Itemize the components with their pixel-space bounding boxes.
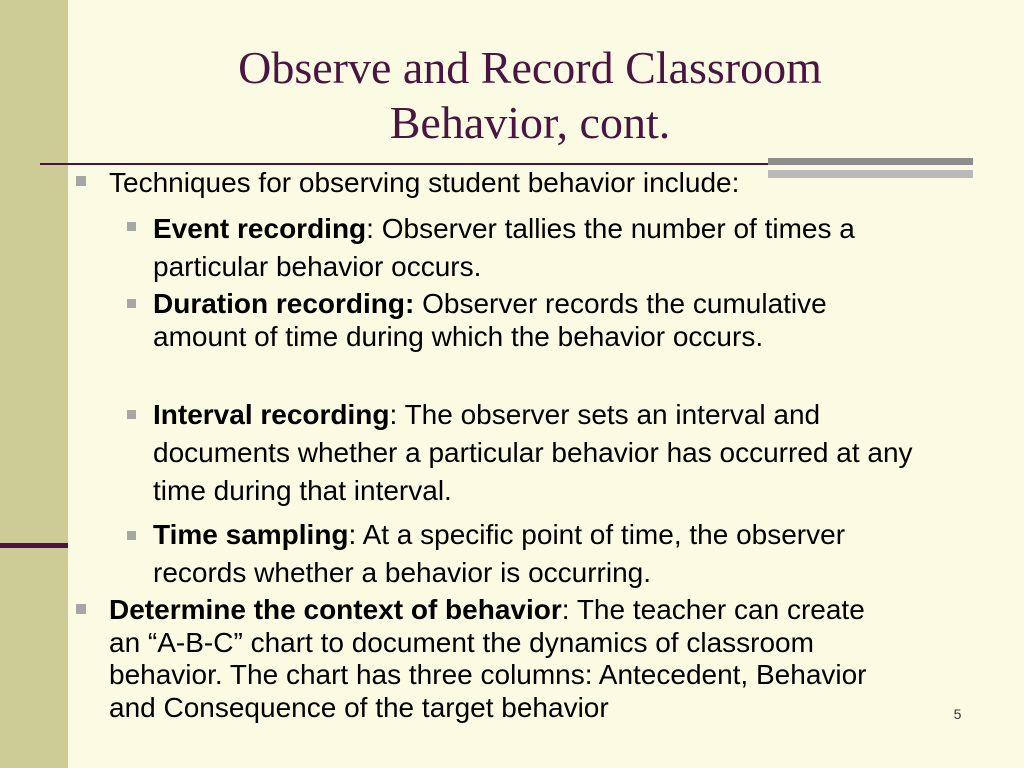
term-separator: : [366,213,374,244]
title-underline-rule [40,163,768,165]
term-label: Time sampling [153,519,349,550]
term-label: Event recording [153,213,367,244]
title-line-1: Observe and Record Classroom [238,42,822,93]
sub-bullet-square-icon [127,222,136,231]
term-description: The teacher can create an “A-B-C” chart to document the dynamics of classroom behavior. The chart has three columns: Antecedent, Behavior and Consequence of the target behavior [109,594,867,723]
list-item-techniques [109,166,909,199]
slide-title [150,40,910,150]
term-separator: : [561,594,570,625]
term-description: At a specific point of time, the observer records whether a behavior is occurring. [153,519,846,588]
title-line-2: Behavior, cont. [389,97,671,148]
list-item-context-of-behavior [109,594,889,724]
right-decorative-bar-dark [768,158,973,165]
list-item-text: Techniques for observing student behavior include: [109,167,740,198]
term-separator: : [348,519,357,550]
bullet-square-icon [76,604,86,614]
term-label: Determine the context of behavior [109,594,562,625]
sub-bullet-square-icon [127,531,136,540]
list-item-event-recording [153,210,913,286]
left-decorative-band [0,0,68,768]
list-item-time-sampling [153,516,928,592]
sub-bullet-square-icon [127,299,136,308]
left-accent-rule [0,543,68,548]
term-description: Observer tallies the number of times a particular behavior occurs. [153,213,855,282]
term-label: Interval recording [153,399,390,430]
term-separator: : [389,399,398,430]
bullet-square-icon [76,176,86,186]
list-item-duration-recording [153,287,853,353]
term-description: The observer sets an interval and documents whether a particular behavior has occurred at any time during that interval. [153,399,913,506]
term-label: Duration recording: [153,288,415,319]
term-description: Observer records the cumulative amount of time during which the behavior occurs. [153,288,827,352]
list-item-interval-recording [153,396,923,510]
sub-bullet-square-icon [127,410,136,419]
page-number: 5 [953,706,962,722]
